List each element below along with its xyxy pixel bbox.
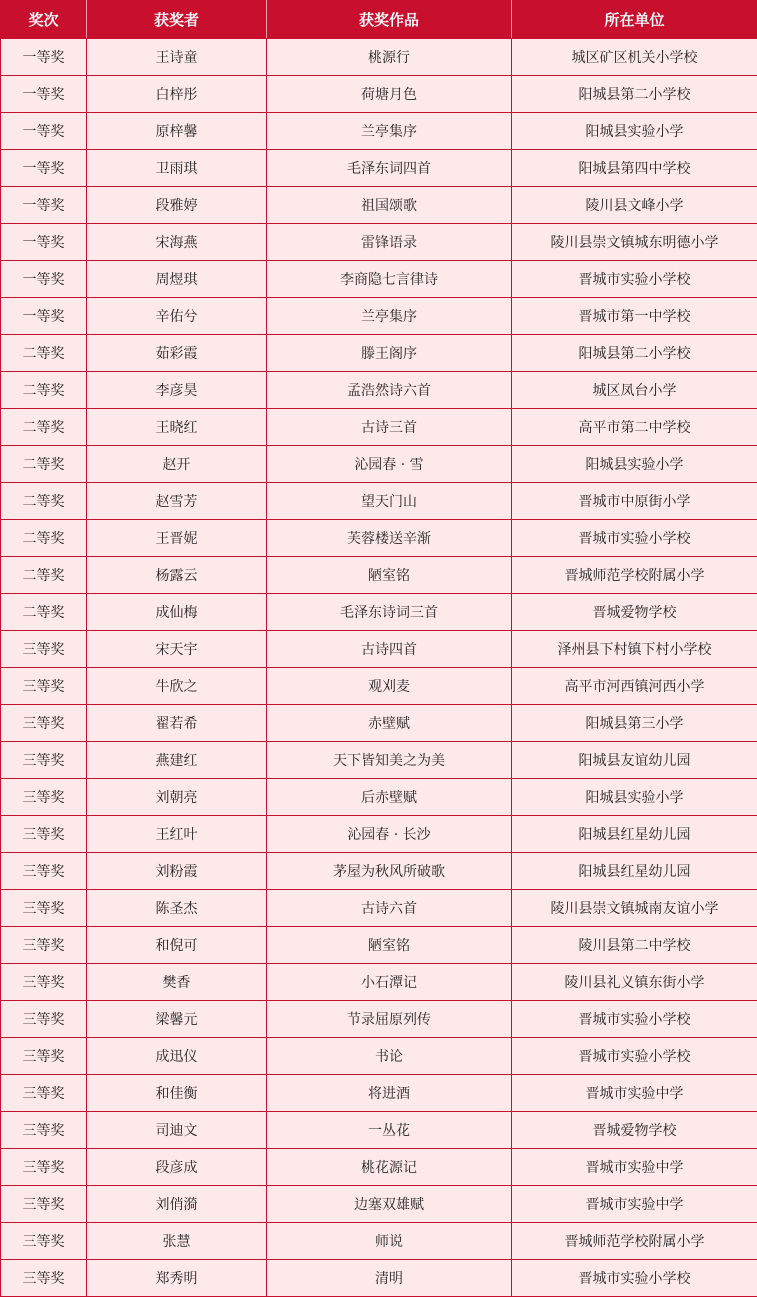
rank-cell: 一等奖 bbox=[1, 224, 87, 261]
work-cell: 滕王阁序 bbox=[267, 335, 512, 372]
rank-cell: 二等奖 bbox=[1, 446, 87, 483]
rank-cell: 一等奖 bbox=[1, 298, 87, 335]
winner-cell: 王晓红 bbox=[87, 409, 267, 446]
unit-cell: 高平市第二中学校 bbox=[512, 409, 757, 446]
rank-cell: 三等奖 bbox=[1, 890, 87, 927]
winner-cell: 郑秀明 bbox=[87, 1260, 267, 1297]
rank-cell: 三等奖 bbox=[1, 1223, 87, 1260]
winner-cell: 樊香 bbox=[87, 964, 267, 1001]
table-row bbox=[1, 705, 757, 742]
rank-cell: 一等奖 bbox=[1, 113, 87, 150]
table-row bbox=[1, 372, 757, 409]
winner-cell: 梁馨元 bbox=[87, 1001, 267, 1038]
table-row bbox=[1, 1260, 757, 1297]
rank-cell: 三等奖 bbox=[1, 1075, 87, 1112]
work-cell: 古诗三首 bbox=[267, 409, 512, 446]
table-row bbox=[1, 779, 757, 816]
table-row bbox=[1, 1038, 757, 1075]
winner-cell: 陈圣杰 bbox=[87, 890, 267, 927]
header-rank: 奖次 bbox=[1, 1, 87, 39]
winner-cell: 王诗童 bbox=[87, 39, 267, 76]
table-row bbox=[1, 1075, 757, 1112]
rank-cell: 三等奖 bbox=[1, 668, 87, 705]
table-row bbox=[1, 1223, 757, 1260]
winner-cell: 周煜琪 bbox=[87, 261, 267, 298]
work-cell: 沁园春 · 长沙 bbox=[267, 816, 512, 853]
winner-cell: 段雅婷 bbox=[87, 187, 267, 224]
table-row bbox=[1, 890, 757, 927]
rank-cell: 二等奖 bbox=[1, 557, 87, 594]
table-row bbox=[1, 964, 757, 1001]
rank-cell: 二等奖 bbox=[1, 409, 87, 446]
unit-cell: 晋城师范学校附属小学 bbox=[512, 1223, 757, 1260]
rank-cell: 一等奖 bbox=[1, 76, 87, 113]
work-cell: 将进酒 bbox=[267, 1075, 512, 1112]
table-row bbox=[1, 1001, 757, 1038]
table-row bbox=[1, 1149, 757, 1186]
winner-cell: 辛佑兮 bbox=[87, 298, 267, 335]
header-unit: 所在单位 bbox=[512, 1, 757, 39]
rank-cell: 一等奖 bbox=[1, 150, 87, 187]
unit-cell: 阳城县实验小学 bbox=[512, 446, 757, 483]
table-row bbox=[1, 150, 757, 187]
work-cell: 观刈麦 bbox=[267, 668, 512, 705]
unit-cell: 城区凤台小学 bbox=[512, 372, 757, 409]
winner-cell: 刘俏漪 bbox=[87, 1186, 267, 1223]
work-cell: 后赤壁赋 bbox=[267, 779, 512, 816]
work-cell: 茅屋为秋风所破歌 bbox=[267, 853, 512, 890]
unit-cell: 阳城县第四中学校 bbox=[512, 150, 757, 187]
table-row bbox=[1, 113, 757, 150]
work-cell: 毛泽东词四首 bbox=[267, 150, 512, 187]
table-row bbox=[1, 483, 757, 520]
winner-cell: 原梓馨 bbox=[87, 113, 267, 150]
work-cell: 边塞双雄赋 bbox=[267, 1186, 512, 1223]
rank-cell: 三等奖 bbox=[1, 1112, 87, 1149]
work-cell: 望天门山 bbox=[267, 483, 512, 520]
rank-cell: 一等奖 bbox=[1, 261, 87, 298]
work-cell: 祖国颂歌 bbox=[267, 187, 512, 224]
table-row bbox=[1, 742, 757, 779]
table-row bbox=[1, 261, 757, 298]
unit-cell: 泽州县下村镇下村小学校 bbox=[512, 631, 757, 668]
winner-cell: 司迪文 bbox=[87, 1112, 267, 1149]
winner-cell: 段彦成 bbox=[87, 1149, 267, 1186]
rank-cell: 二等奖 bbox=[1, 483, 87, 520]
table-row bbox=[1, 668, 757, 705]
winner-cell: 刘朝亮 bbox=[87, 779, 267, 816]
work-cell: 清明 bbox=[267, 1260, 512, 1297]
unit-cell: 阳城县红星幼儿园 bbox=[512, 853, 757, 890]
rank-cell: 三等奖 bbox=[1, 742, 87, 779]
table-row bbox=[1, 409, 757, 446]
winner-cell: 燕建红 bbox=[87, 742, 267, 779]
table-row bbox=[1, 1112, 757, 1149]
table-row bbox=[1, 594, 757, 631]
table-row bbox=[1, 298, 757, 335]
winner-cell: 翟若希 bbox=[87, 705, 267, 742]
work-cell: 孟浩然诗六首 bbox=[267, 372, 512, 409]
rank-cell: 三等奖 bbox=[1, 1149, 87, 1186]
unit-cell: 陵川县第二中学校 bbox=[512, 927, 757, 964]
winner-cell: 和倪可 bbox=[87, 927, 267, 964]
header-row bbox=[1, 1, 757, 39]
rank-cell: 三等奖 bbox=[1, 779, 87, 816]
unit-cell: 陵川县崇文镇城东明德小学 bbox=[512, 224, 757, 261]
winner-cell: 李彦昊 bbox=[87, 372, 267, 409]
unit-cell: 晋城师范学校附属小学 bbox=[512, 557, 757, 594]
unit-cell: 阳城县红星幼儿园 bbox=[512, 816, 757, 853]
unit-cell: 阳城县实验小学 bbox=[512, 113, 757, 150]
table-body bbox=[1, 39, 757, 1297]
rank-cell: 三等奖 bbox=[1, 964, 87, 1001]
unit-cell: 晋城市实验中学 bbox=[512, 1075, 757, 1112]
unit-cell: 晋城市中原街小学 bbox=[512, 483, 757, 520]
work-cell: 书论 bbox=[267, 1038, 512, 1075]
unit-cell: 晋城市实验中学 bbox=[512, 1186, 757, 1223]
unit-cell: 阳城县第三小学 bbox=[512, 705, 757, 742]
unit-cell: 晋城市实验小学校 bbox=[512, 261, 757, 298]
rank-cell: 三等奖 bbox=[1, 816, 87, 853]
work-cell: 陋室铭 bbox=[267, 927, 512, 964]
unit-cell: 晋城市第一中学校 bbox=[512, 298, 757, 335]
unit-cell: 城区矿区机关小学校 bbox=[512, 39, 757, 76]
rank-cell: 二等奖 bbox=[1, 594, 87, 631]
table-row bbox=[1, 446, 757, 483]
work-cell: 天下皆知美之为美 bbox=[267, 742, 512, 779]
winner-cell: 刘粉霞 bbox=[87, 853, 267, 890]
work-cell: 荷塘月色 bbox=[267, 76, 512, 113]
rank-cell: 一等奖 bbox=[1, 187, 87, 224]
winner-cell: 宋天宇 bbox=[87, 631, 267, 668]
work-cell: 桃花源记 bbox=[267, 1149, 512, 1186]
work-cell: 师说 bbox=[267, 1223, 512, 1260]
rank-cell: 三等奖 bbox=[1, 927, 87, 964]
rank-cell: 一等奖 bbox=[1, 39, 87, 76]
unit-cell: 陵川县文峰小学 bbox=[512, 187, 757, 224]
winner-cell: 张慧 bbox=[87, 1223, 267, 1260]
unit-cell: 晋城市实验小学校 bbox=[512, 520, 757, 557]
winner-cell: 王红叶 bbox=[87, 816, 267, 853]
work-cell: 芙蓉楼送辛渐 bbox=[267, 520, 512, 557]
work-cell: 李商隐七言律诗 bbox=[267, 261, 512, 298]
table-row bbox=[1, 39, 757, 76]
winner-cell: 成迅仪 bbox=[87, 1038, 267, 1075]
rank-cell: 三等奖 bbox=[1, 1001, 87, 1038]
winner-cell: 王晋妮 bbox=[87, 520, 267, 557]
unit-cell: 高平市河西镇河西小学 bbox=[512, 668, 757, 705]
unit-cell: 晋城爱物学校 bbox=[512, 1112, 757, 1149]
work-cell: 毛泽东诗词三首 bbox=[267, 594, 512, 631]
table-row bbox=[1, 816, 757, 853]
rank-cell: 二等奖 bbox=[1, 335, 87, 372]
winner-cell: 成仙梅 bbox=[87, 594, 267, 631]
work-cell: 桃源行 bbox=[267, 39, 512, 76]
unit-cell: 阳城县第二小学校 bbox=[512, 76, 757, 113]
unit-cell: 阳城县友谊幼儿园 bbox=[512, 742, 757, 779]
unit-cell: 晋城市实验小学校 bbox=[512, 1001, 757, 1038]
header-work: 获奖作品 bbox=[267, 1, 512, 39]
table-row bbox=[1, 631, 757, 668]
rank-cell: 三等奖 bbox=[1, 1038, 87, 1075]
work-cell: 节录屈原列传 bbox=[267, 1001, 512, 1038]
work-cell: 赤壁赋 bbox=[267, 705, 512, 742]
work-cell: 兰亭集序 bbox=[267, 298, 512, 335]
table-row bbox=[1, 520, 757, 557]
work-cell: 古诗四首 bbox=[267, 631, 512, 668]
work-cell: 一丛花 bbox=[267, 1112, 512, 1149]
work-cell: 沁园春 · 雪 bbox=[267, 446, 512, 483]
unit-cell: 晋城市实验中学 bbox=[512, 1149, 757, 1186]
header-winner: 获奖者 bbox=[87, 1, 267, 39]
rank-cell: 三等奖 bbox=[1, 853, 87, 890]
winner-cell: 白梓彤 bbox=[87, 76, 267, 113]
table-row bbox=[1, 853, 757, 890]
table-row bbox=[1, 224, 757, 261]
unit-cell: 阳城县实验小学 bbox=[512, 779, 757, 816]
winner-cell: 和佳衡 bbox=[87, 1075, 267, 1112]
table-row bbox=[1, 76, 757, 113]
work-cell: 小石潭记 bbox=[267, 964, 512, 1001]
winner-cell: 牛欣之 bbox=[87, 668, 267, 705]
rank-cell: 三等奖 bbox=[1, 1186, 87, 1223]
winner-cell: 茹彩霞 bbox=[87, 335, 267, 372]
table-row bbox=[1, 187, 757, 224]
table-row bbox=[1, 335, 757, 372]
table-row bbox=[1, 927, 757, 964]
winner-cell: 宋海燕 bbox=[87, 224, 267, 261]
rank-cell: 二等奖 bbox=[1, 372, 87, 409]
unit-cell: 晋城爱物学校 bbox=[512, 594, 757, 631]
unit-cell: 陵川县礼义镇东街小学 bbox=[512, 964, 757, 1001]
winner-cell: 卫雨琪 bbox=[87, 150, 267, 187]
work-cell: 雷锋语录 bbox=[267, 224, 512, 261]
work-cell: 兰亭集序 bbox=[267, 113, 512, 150]
work-cell: 陋室铭 bbox=[267, 557, 512, 594]
unit-cell: 晋城市实验小学校 bbox=[512, 1260, 757, 1297]
rank-cell: 三等奖 bbox=[1, 631, 87, 668]
winner-cell: 赵开 bbox=[87, 446, 267, 483]
rank-cell: 三等奖 bbox=[1, 1260, 87, 1297]
winner-cell: 杨露云 bbox=[87, 557, 267, 594]
unit-cell: 晋城市实验小学校 bbox=[512, 1038, 757, 1075]
table-row bbox=[1, 1186, 757, 1223]
work-cell: 古诗六首 bbox=[267, 890, 512, 927]
table-header bbox=[1, 1, 757, 39]
table-row bbox=[1, 557, 757, 594]
unit-cell: 阳城县第二小学校 bbox=[512, 335, 757, 372]
rank-cell: 三等奖 bbox=[1, 705, 87, 742]
winner-cell: 赵雪芳 bbox=[87, 483, 267, 520]
unit-cell: 陵川县崇文镇城南友谊小学 bbox=[512, 890, 757, 927]
rank-cell: 二等奖 bbox=[1, 520, 87, 557]
